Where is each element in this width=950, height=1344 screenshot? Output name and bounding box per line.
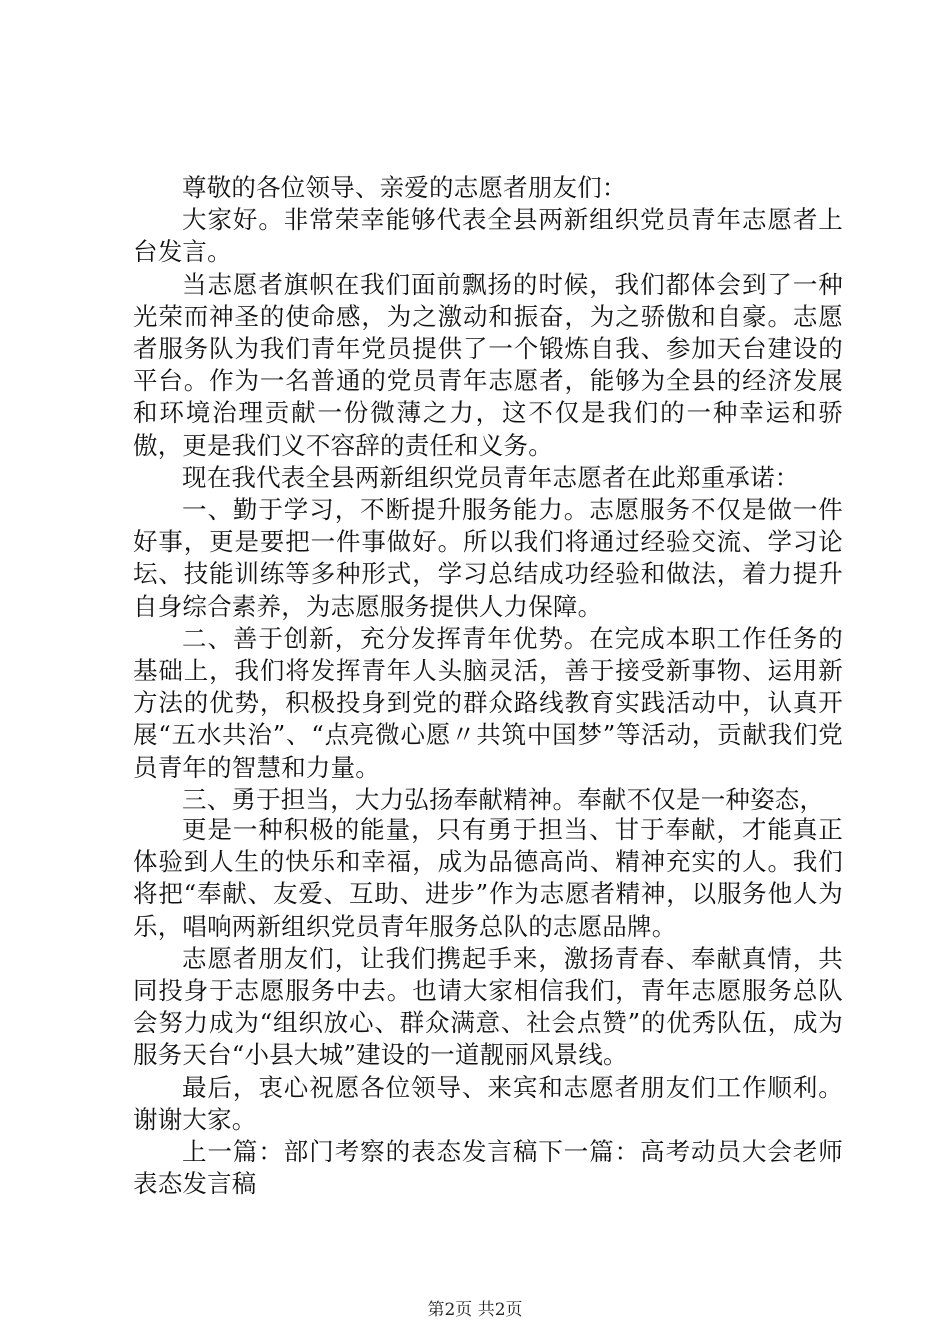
pledge-item-two: 二、善于创新，充分发挥青年优势。在完成本职工作任务的基础上，我们将发挥青年人头脑灵活，善于接受新事物、运用新方法的优势，积极投身到党的群众路线教育实践活动中，认真开展“五水共治”、“点亮微心愿〃共筑中国梦”等活动，贡献我们党员青年的智慧和力量。 (133, 623, 843, 782)
greeting-paragraph: 大家好。非常荣幸能够代表全县两新组织党员青年志愿者上台发言。 (133, 205, 843, 267)
call-to-action-paragraph: 志愿者朋友们，让我们携起手来，激扬青春、奉献真情，共同投身于志愿服务中去。也请大家相信我们，青年志愿服务总队会努力成为“组织放心、群众满意、社会点赞”的优秀队伍，成为服务天台“小县大城”建设的一道靓丽风景线。 (133, 943, 843, 1070)
pledge-intro: 现在我代表全县两新组织党员青年志愿者在此郑重承诺： (182, 462, 800, 492)
pledge-item-three: 三、勇于担当，大力弘扬奉献精神。奉献不仅是一种姿态， (182, 784, 825, 814)
closing-paragraph: 最后，衷心祝愿各位领导、来宾和志愿者朋友们工作顺利。谢谢大家。 (133, 1072, 843, 1134)
section-one-text (133, 172, 843, 816)
page-number-footer: 第2页 共2页 (427, 1300, 523, 1320)
mission-paragraph: 当志愿者旗帜在我们面前飘扬的时候，我们都体会到了一种光荣而神圣的使命感，为之激动和振奋，为之骄傲和自豪。志愿者服务队为我们青年党员提供了一个锻炼自我、参加天台建设的平台。作为一名普通的党员青年志愿者，能够为全县的经济发展和环境治理贡献一份微薄之力，这不仅是我们的一种幸运和骄傲，更是我们义不容辞的责任和义务。 (133, 269, 843, 460)
pledge-item-one: 一、勤于学习，不断提升服务能力。志愿服务不仅是做一件好事，更是要把一件事做好。所以我们将通过经验交流、学习论坛、技能训练等多种形式，学习总结成功经验和做法，着力提升自身综合素养，为志愿服务提供人力保障。 (133, 495, 843, 621)
document-section-one (133, 172, 843, 816)
section-two-text (133, 814, 843, 1200)
salutation: 尊敬的各位领导、亲爱的志愿者朋友们： (182, 173, 627, 202)
document-section-two (133, 814, 843, 1200)
related-articles-links[interactable]: 上一篇：部门考察的表态发言稿下一篇：高考动员大会老师表态发言稿 (133, 1137, 843, 1199)
pledge-item-three-continued: 更是一种积极的能量，只有勇于担当、甘于奉献，才能真正体验到人生的快乐和幸福，成为品德高尚、精神充实的人。我们将把“奉献、友爱、互助、进步”作为志愿者精神，以服务他人为乐，唱响两新组织党员青年服务总队的志愿品牌。 (133, 815, 843, 941)
